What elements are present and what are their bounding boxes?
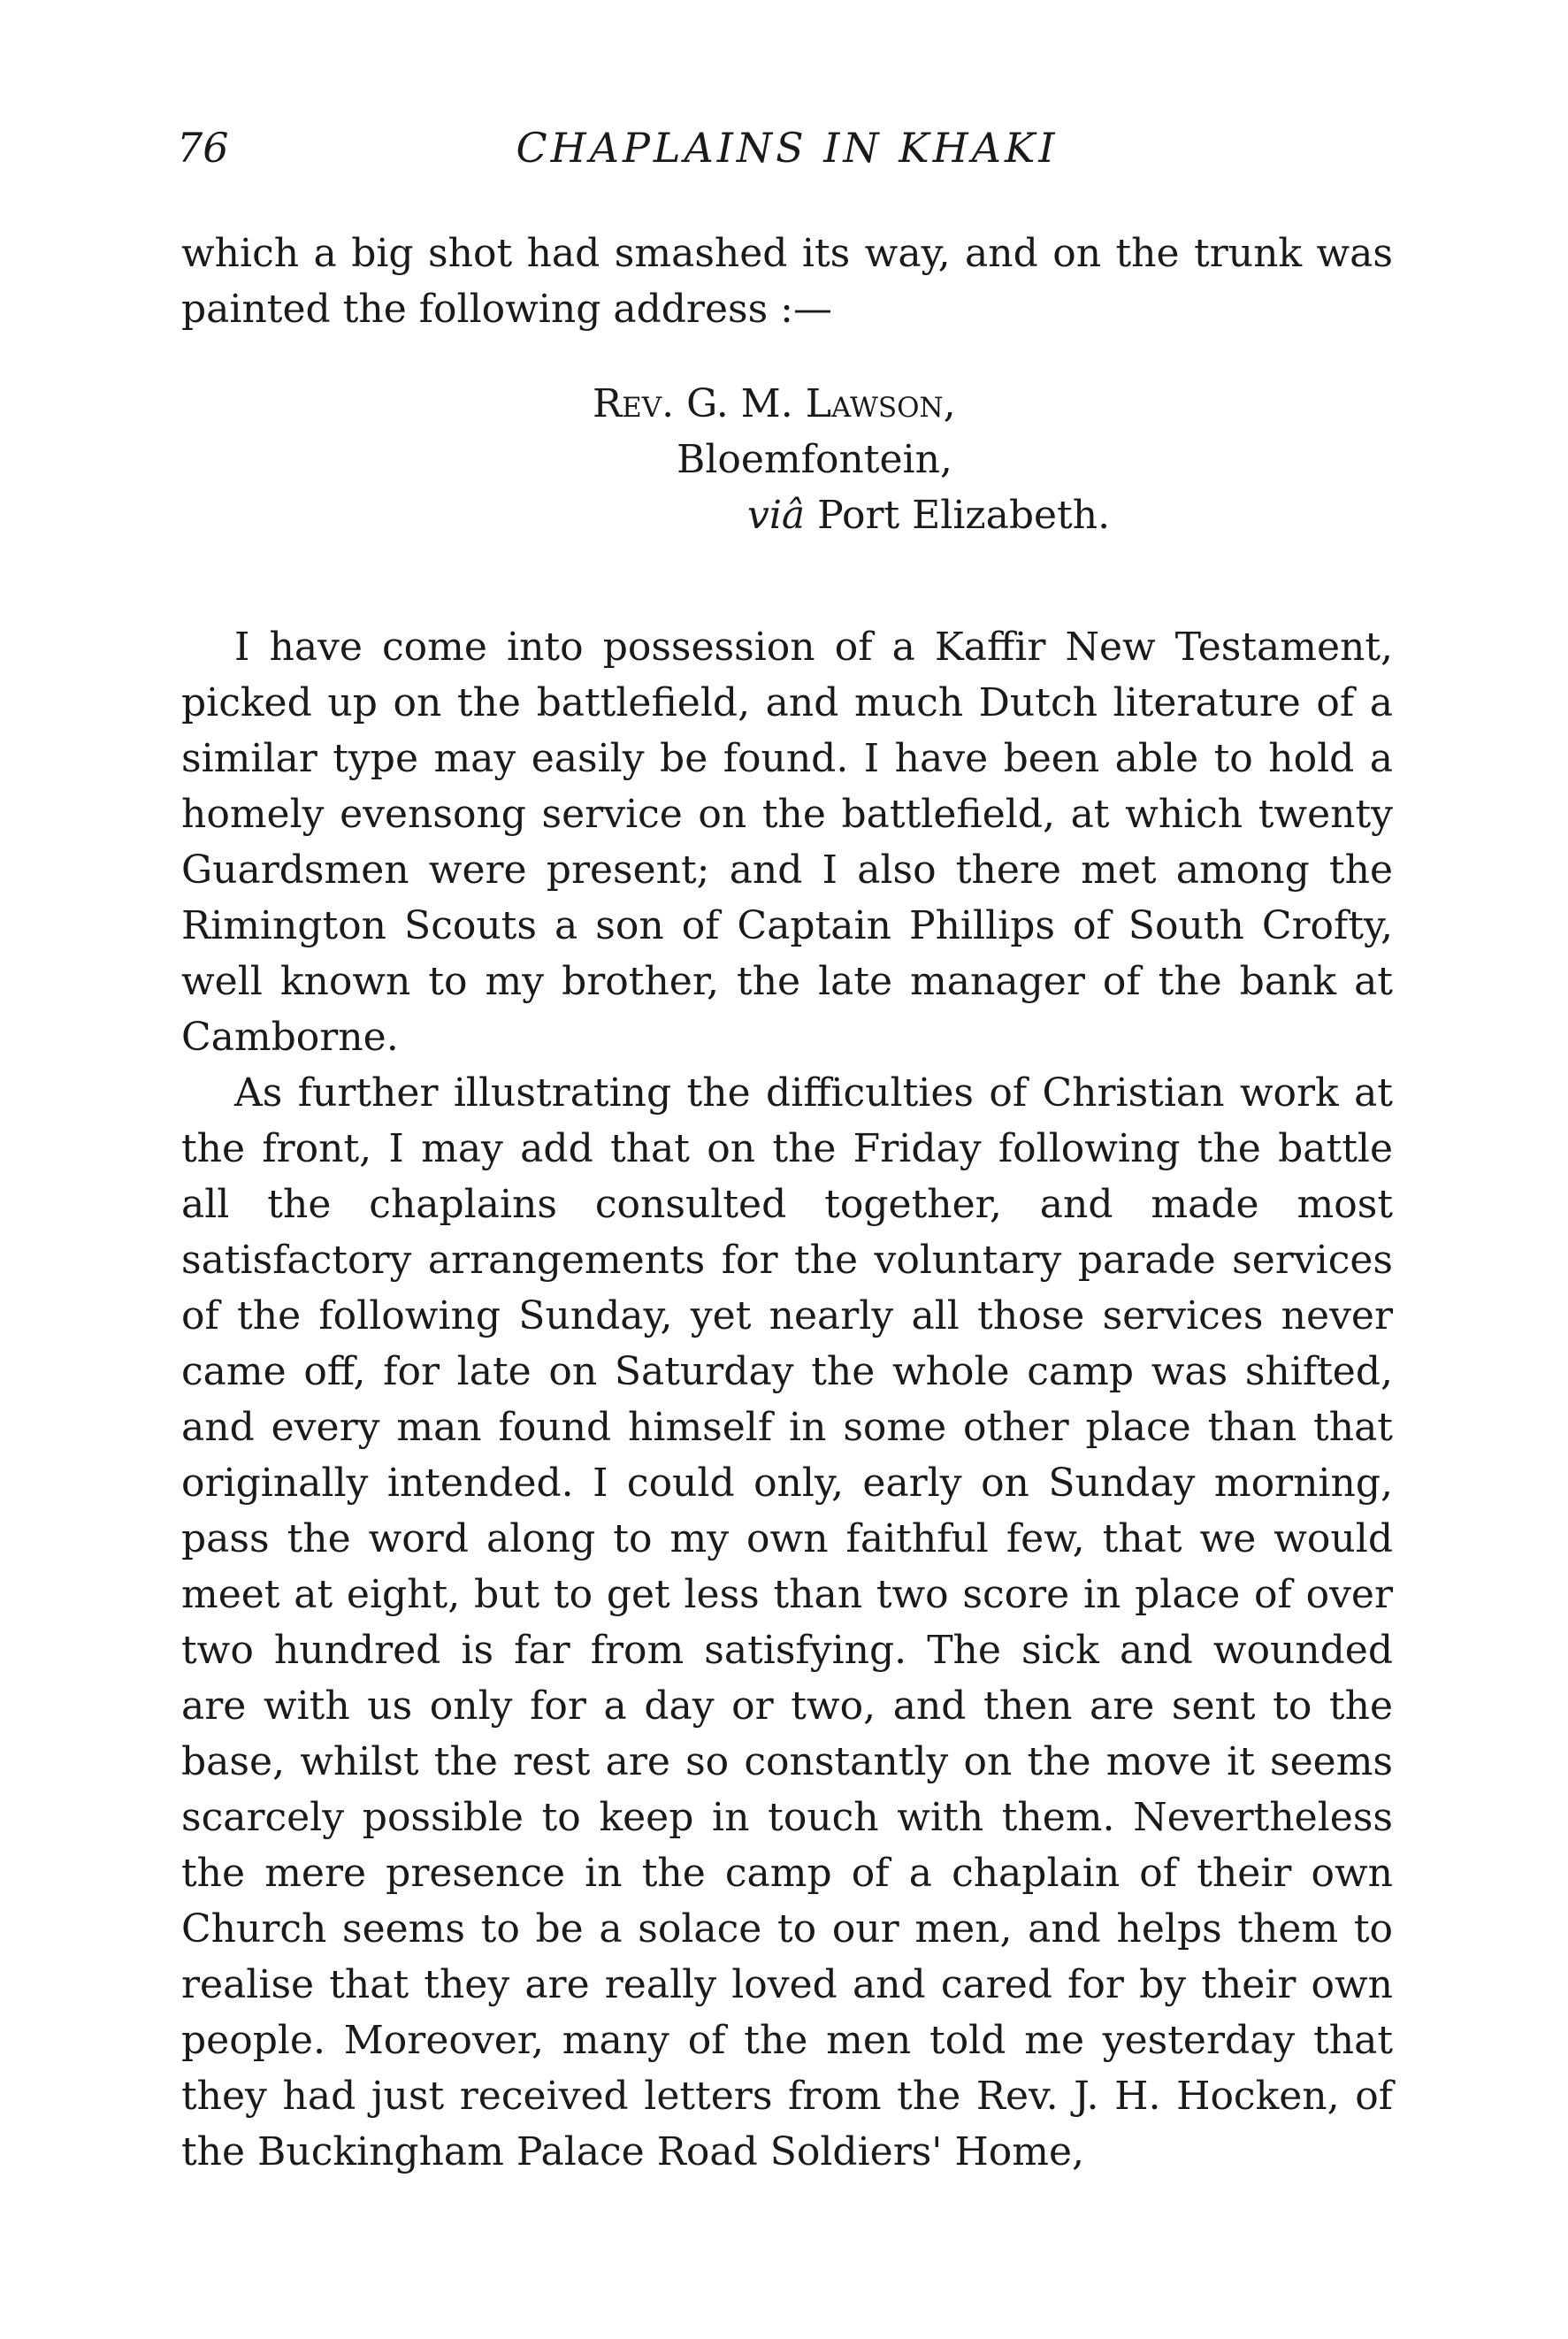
paragraph: As further illustrating the difficulties of Christian work at the front, I may add that on the Friday following the battle all the chaplains consulted together, and made most satisfactory arrangements for the voluntary parade services of the following Sunday, yet nearly all those services never came off, for late on Saturday the whole camp was shifted, and every man found himself in some other place than that originally intended. I could only, early on Sunday morning, pass the word along to my own faithful few, that we would meet at eight, but to get less than two score in place of over two hundred is far from satisfying. The sick and wounded are with us only for a day or two, and then are sent to the base, whilst the rest are so constantly on the move it seems scarcely possible to keep in touch with them. Nevertheless the mere presence in the camp of a chaplain of their own Church seems to be a solace to our men, and helps them to realise that they are really loved and cared for by their own people. Moreover, many of the men told me yesterday that they had just received letters from the Rev. J. H. Hocken, of the Buckingham Palace Road Soldiers' Home,	[181, 1070, 1393, 2174]
address-route-via: viâ	[747, 493, 806, 538]
running-head: CHAPLAINS IN KHAKI	[516, 124, 1059, 172]
paragraph: I have come into possession of a Kaffir New Testament, picked up on the battlefield, and much Dutch literature of a similar type may easily be found. I have been able to hold a homely evensong service on the battlefield, at which twenty Guardsmen were present; and I also there met among the Rimington Scouts a son of Captain Phillips of South Crofty, well known to my brother, the late manager of the bank at Camborne.	[181, 625, 1393, 1060]
page-number: 76	[177, 124, 229, 172]
main-text-block	[181, 619, 1393, 2180]
address-city: Bloemfontein,	[677, 437, 952, 482]
address-name	[177, 376, 1388, 432]
address-route	[177, 487, 1388, 543]
address-route-place: Port Elizabeth.	[805, 493, 1111, 538]
opening-text-block	[181, 226, 1393, 337]
page-header	[177, 124, 1397, 186]
address-block	[177, 376, 1388, 543]
address-name-text: Rev. G. M. Lawson,	[593, 381, 956, 426]
opening-paragraph: which a big shot had smashed its way, and on the trunk was painted the following address :—	[181, 231, 1393, 332]
